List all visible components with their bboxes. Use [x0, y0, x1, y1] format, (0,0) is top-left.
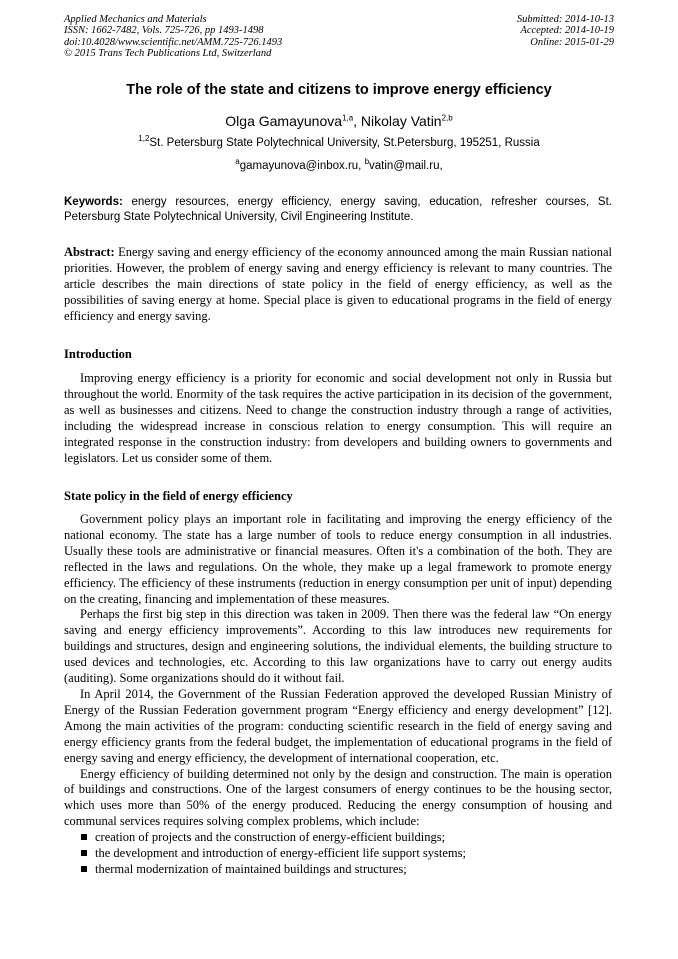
author-line — [40, 113, 638, 129]
email-mark: a — [235, 157, 240, 167]
keywords-label: Keywords: — [64, 196, 123, 208]
email-line — [40, 157, 638, 172]
bullet-square-icon — [81, 866, 87, 872]
copyright-line: © 2015 Trans Tech Publications Ltd, Switzerland — [64, 48, 272, 60]
author-separator: , — [353, 113, 361, 129]
list-item-text: the development and introduction of energy-efficient life support systems; — [95, 846, 466, 861]
email-mark: b — [364, 157, 370, 167]
journal-name: Applied Mechanics and Materials — [64, 14, 207, 25]
list-item-text: creation of projects and the construction of energy-efficient buildings; — [95, 830, 446, 845]
bullet-square-icon — [81, 850, 87, 856]
abstract-text: Energy saving and energy efficiency of the economy announced among the main Russian national priorities. However, the problem of energy saving and energy efficiency is relevant to many countries. The article describes the main directions of state policy in the field of energy efficiency, as well as the possibilities of saving energy at home. Special place is given to educational programs in the field of energy efficiency and energy saving. — [64, 245, 612, 323]
bullet-square-icon — [81, 834, 87, 840]
abstract-label: Abstract: — [64, 245, 115, 259]
list-item — [64, 830, 612, 846]
publication-dates — [517, 14, 614, 48]
keywords-block — [64, 195, 612, 225]
affiliation-mark: 1,2 — [138, 134, 150, 144]
introduction-body — [64, 371, 612, 466]
issn-line: ISSN: 1662-7482, Vols. 725-726, pp 1493-1498 — [64, 25, 264, 37]
list-item — [64, 846, 612, 862]
accepted-date: Accepted: 2014-10-19 — [520, 25, 614, 37]
submitted-date: Submitted: 2014-10-13 — [516, 14, 614, 25]
affiliation-text: St. Petersburg State Polytechnical University, St.Petersburg, 195251, Russia — [149, 137, 540, 149]
author-affiliation-mark: 1,a — [342, 113, 354, 123]
paragraph: In April 2014, the Government of the Russian Federation approved the developed Russian Ministry of Energy of the Russian Federation government program “Energy efficiency and energy development” [12]. Among the main activities of the program: conducting scientific research in the field of energy saving and energy efficiency grants from the federal budget, the implementation of educational programs in the field of energy saving and energy efficiency, the development of international cooperation, etc. — [64, 686, 612, 765]
doi-line: doi:10.4028/www.scientific.net/AMM.725-726.1493 — [64, 36, 283, 48]
list-item — [64, 862, 612, 878]
online-date: Online: 2015-01-29 — [530, 36, 614, 48]
journal-info — [64, 14, 282, 60]
email-address[interactable]: gamayunova@inbox.ru, — [239, 160, 365, 172]
state-policy-body — [64, 512, 612, 878]
paper-title: The role of the state and citizens to improve energy efficiency — [126, 82, 552, 98]
introduction-heading: Introduction — [64, 347, 132, 361]
author-affiliation-mark: 2,b — [441, 113, 453, 123]
state-policy-heading: State policy in the field of energy efficiency — [64, 489, 293, 503]
list-item-text: thermal modernization of maintained buildings and structures; — [95, 861, 407, 876]
author-name: Olga Gamayunova — [225, 113, 343, 129]
abstract-block — [64, 245, 612, 325]
email-address[interactable]: vatin@mail.ru, — [369, 160, 443, 172]
bullet-list — [64, 830, 612, 878]
author-name: Nikolay Vatin — [360, 113, 442, 129]
paragraph: Energy efficiency of building determined not only by the design and construction. The main is operation of buildings and constructions. One of the largest consumers of energy continues to be the housing sector, which uses more than 50% of the energy produced. Reducing the energy consumption of housing and communal services requires solving complex problems, which include: — [64, 766, 612, 829]
affiliation-line — [40, 134, 638, 149]
paragraph: Government policy plays an important role in facilitating and improving the energy efficiency of the national economy. The state has a large number of tools to reduce energy consumption in all industries. Usually these tools are administrative or financial measures. Often it's a combination of the both. They are reflected in the laws and regulations. On the whole, they make up a legal framework to promote energy efficiency. The efficiency of these instruments (reduction in energy consumption per unit of input) depending on the creating, financing and implementation of these measures. — [64, 512, 612, 606]
paragraph: Perhaps the first big step in this direction was taken in 2009. Then there was the federal law “On energy saving and energy efficiency improvements”. According to this law introduces new requirements for buildings and structures, design and engineering solutions, the individual elements, the building structure to used devices and technologies, etc. According to this law organizations have to carry out energy audits (auditing). Some organizations should do it without fail. — [64, 607, 612, 686]
paragraph: Improving energy efficiency is a priority for economic and social development not only in Russia but throughout the world. Enormity of the task requires the active participation in its decision of the government, as well as businesses and citizens. Need to change the construction industry through a range of activities, including the widespread increase in conscious relation to energy consumption. This will require an integrated response in the construction industry: from developers and building owners to governments and legislators. Let us consider some of them. — [64, 371, 612, 465]
keywords-text: energy resources, energy efficiency, energy saving, education, refresher courses, St. Petersburg State Polytechnical University, Civil Engineering Institute. — [64, 196, 612, 223]
